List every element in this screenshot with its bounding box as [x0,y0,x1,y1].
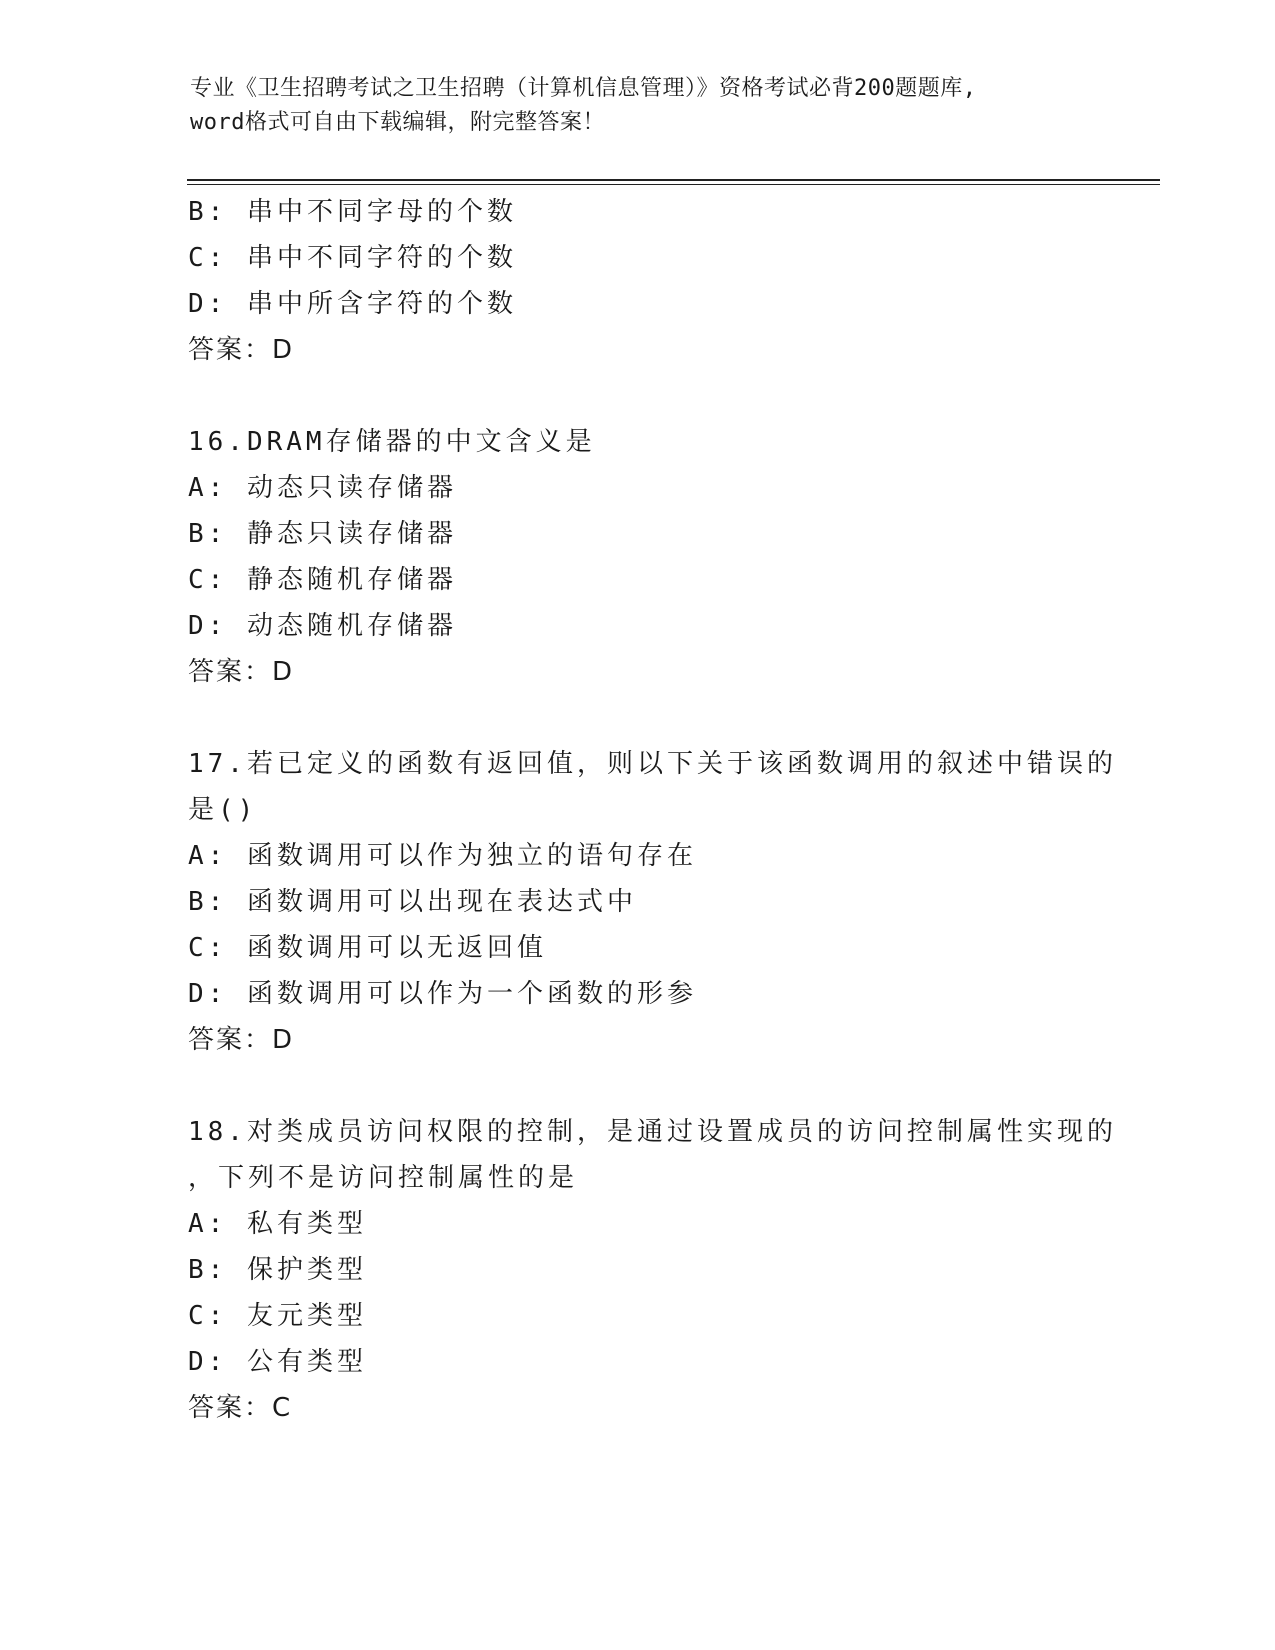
option-c: C: 函数调用可以无返回值 [188,933,547,963]
option-c: C: 静态随机存储器 [188,565,457,595]
question-content [188,189,1117,1431]
prev-question [188,189,1088,373]
header-line-1: 专业《卫生招聘考试之卫生招聘（计算机信息管理）》资格考试必背200题题库, [190,76,977,101]
option-a: A: 动态只读存储器 [188,473,457,503]
option-d: D: 公有类型 [188,1347,367,1377]
option-b: B: 静态只读存储器 [188,519,457,549]
option-b: B: 保护类型 [188,1255,367,1285]
option-c: C: 友元类型 [188,1301,367,1331]
answer-line: 答案：D [188,657,295,687]
option-d: D: 动态随机存储器 [188,611,457,641]
option-d: D: 函数调用可以作为一个函数的形参 [188,979,697,1009]
option-d: D: 串中所含字符的个数 [188,289,517,319]
header-divider-thick [187,179,1160,181]
question-stem: 18.对类成员访问权限的控制，是通过设置成员的访问控制属性实现的 [188,1117,1117,1147]
option-b: B: 函数调用可以出现在表达式中 [188,887,637,917]
spacer [188,373,1088,419]
option-a: A: 私有类型 [188,1209,367,1239]
header-line-2: word格式可自由下载编辑，附完整答案！ [190,110,605,135]
question-stem: 17.若已定义的函数有返回值，则以下关于该函数调用的叙述中错误的 [188,749,1117,779]
question-16 [188,419,1088,695]
spacer [188,1063,1088,1109]
question-stem-continued: 是() [188,795,258,825]
header-divider-thin [187,184,1160,185]
answer-line: 答案：C [188,1393,293,1423]
option-a: A: 函数调用可以作为独立的语句存在 [188,841,697,871]
spacer [188,695,1088,741]
question-stem-continued: ，下列不是访问控制属性的是 [188,1163,579,1193]
option-b: B: 串中不同字母的个数 [188,197,517,227]
document-header [190,72,1090,140]
question-17 [188,741,1117,1063]
answer-line: 答案：D [188,1025,295,1055]
question-18 [188,1109,1117,1431]
answer-line: 答案：D [188,335,295,365]
question-stem: 16.DRAM存储器的中文含义是 [188,427,596,457]
option-c: C: 串中不同字符的个数 [188,243,517,273]
